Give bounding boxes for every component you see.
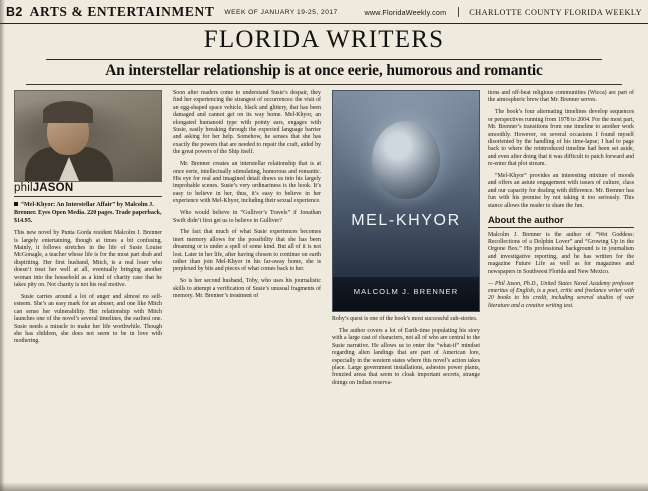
columnist-byline bbox=[14, 182, 162, 194]
paragraph: Soon after readers come to understand Susie’s despair, they find her experiencing the strangest of occurrences: the visit of an egg-shaped space vehicle, black and glittery, that has been damaged and cannot get on its way home. Mel-Khyor, an elongated humanoid type with pointy ears, engages with Susie, easily breaking through the expected language barrier and asking for her help. Somehow, he senses that she has exactly the powers that are needed to repair the craft, aided by the great powers of the Ship itself. bbox=[173, 90, 321, 156]
columnist-credit: — Phil Jason, Ph.D., United States Naval Academy professor emeritus of English, is a poet, critic and freelance writer with 20 books to his credit, including several studies of war literature and a creative writing text. bbox=[488, 280, 634, 309]
paragraph: This new novel by Punta Gorda resident Malcolm J. Brenner is largely entertaining, though at times a bit confusing. Mainly, it follows stretches in the life of Susie Louise McGonagle, a teacher whose life is for the most part drab and dispiriting. Her first husband, Mitch, is a real loser who doesn’t treat her well at all, eventually bringing another woman into the household as a kind of charity case that he takes pity on. Not charity is not his real motive. bbox=[14, 230, 162, 289]
scan-edge-left bbox=[0, 0, 5, 491]
scan-edge-bottom bbox=[0, 482, 648, 491]
page-title-wrap bbox=[0, 26, 648, 60]
cover-author: MALCOLM J. BRENNER bbox=[353, 286, 459, 296]
paragraph: The author covers a lot of Earth-time populating his story with a large cast of characters, not all of who are central to the Susie narrative. He allows us to enter the “what-if” mindset regarding alien landings that are part of American lore, especially in the western states where this novel’s action takes place. Large government installations, asbestos power plants, frenzied areas that seem to cloak important secrets, strange doings on Indian reserva- bbox=[332, 327, 480, 386]
headline-divider bbox=[26, 84, 622, 85]
paragraph: The book’s four alternating timelines develop sequences or perspectives running from 1978 to 2004. For the most part, Mr. Brenner’s transitions from one timeline to another work smoothly. However, on several occasions I found myself disoriented by the handling of his time-lapse; I had to page back to where the reintroduced timeline had been set aside, and even after doing that it was difficult to patch forward and re-enter that plot stream. bbox=[488, 109, 634, 168]
byline-divider bbox=[14, 196, 162, 197]
article-columns bbox=[14, 90, 634, 482]
photo-hair bbox=[43, 101, 93, 123]
section-name: ARTS & ENTERTAINMENT bbox=[29, 3, 215, 19]
book-blurb-text: “Mel-Khyor: An Interstellar Affair” by Malcolm J. Brenner. Eyes Open Media. 220 pages. Trade paperback, $14.95. bbox=[14, 202, 162, 224]
author-photo bbox=[14, 90, 162, 182]
book-blurb bbox=[14, 202, 162, 225]
paragraph: The fact that much of what Susie experiences becomes inert memory allows for the possibility that she has been dreaming or is under a spell of some kind. But all of it is not lost. Later in her life, after having chosen to continue on earth rather than join Mel-Khyor in his far-away home, she is perplexed by bits and pieces of what comes back to her. bbox=[173, 229, 321, 273]
book-cover-image bbox=[332, 90, 480, 312]
paragraph: Roby’s quest is one of the book’s most successful sub-stories. bbox=[332, 316, 478, 322]
byline-first-name: phil bbox=[14, 182, 33, 194]
paragraph: Susie carries around a lot of anger and almost no self-esteem. She’s an easy mark for an abuser, and one like Mitch can sense her vulnerability. Her relationship with Mitch launches one of the novel’s several timelines, the earliest one. Susie needs a miracle to make her life worthwhile. Though she has children, she does not seem to be in love with mothering. bbox=[14, 293, 162, 345]
masthead bbox=[0, 0, 648, 24]
website-url: www.FloridaWeekly.com bbox=[364, 7, 447, 17]
cover-planet bbox=[372, 121, 440, 199]
paragraph: So is her second husband, Toby, who uses his journalistic skills to attempt a verification of Susie’s unusual fragments of memory. Mr. Brenner’s treatment of bbox=[173, 278, 321, 300]
paragraph: “Mel-Khyor” provides an interesting mixture of moods and offers an astute engagement with issues of culture, class and our capacity for dealing with difference. Mr. Brenner has fun with his premise by not taking it too seriously. This stance allows the reader to share the fun. bbox=[488, 173, 634, 209]
column-4 bbox=[488, 90, 634, 310]
about-author-heading: About the author bbox=[488, 214, 564, 226]
title-divider bbox=[46, 59, 602, 60]
about-author-body: Malcolm J. Brenner is the author of “Wet Goddess: Recollections of a Dolphin Lover” and “Growing Up in the Orgone Box.” His professional background is in journalism and investigative reporting, and he has written for the magazine Future Life as well as for magazines and newspapers in Southwest Florida and New Mexico. bbox=[488, 231, 634, 275]
bullet-square-icon bbox=[14, 202, 18, 206]
column-2 bbox=[173, 90, 321, 305]
issue-date: WEEK OF JANUARY 19-25, 2017 bbox=[224, 9, 338, 16]
about-divider bbox=[488, 227, 634, 228]
paragraph: Mr. Brenner creates an interstellar relationship that is at once eerie, intellectually stimulating, humorous and romantic. His eye for real and imagined detail draws us into his largely improbable scenes. Susie’s very ordinariness is the hook. It’s easy to believe in her, thus, it’s easy to believe in her experience with Mel-Khyor, including their sexual experience. bbox=[173, 161, 321, 205]
column-3 bbox=[332, 90, 480, 392]
page-number: B2 bbox=[6, 4, 23, 19]
publication-name: CHARLOTTE COUNTY FLORIDA WEEKLY bbox=[458, 7, 642, 17]
paragraph: tions and off-beat religious communities (Wicca) are part of the atmospheric brew that Mr. Brenner serves. bbox=[488, 90, 634, 104]
byline-last-name: JASON bbox=[32, 182, 74, 194]
article-headline: An interstellar relationship is at once eerie, humorous and romantic bbox=[105, 62, 543, 79]
column-1 bbox=[14, 90, 162, 350]
cover-title: MEL-KHYOR bbox=[351, 212, 461, 229]
paragraph: Who would believe in “Gulliver’s Travels” if Jonathan Swift didn’t first get us to believe in Gulliver? bbox=[173, 210, 321, 224]
page-title: FLORIDA WRITERS bbox=[203, 26, 445, 53]
